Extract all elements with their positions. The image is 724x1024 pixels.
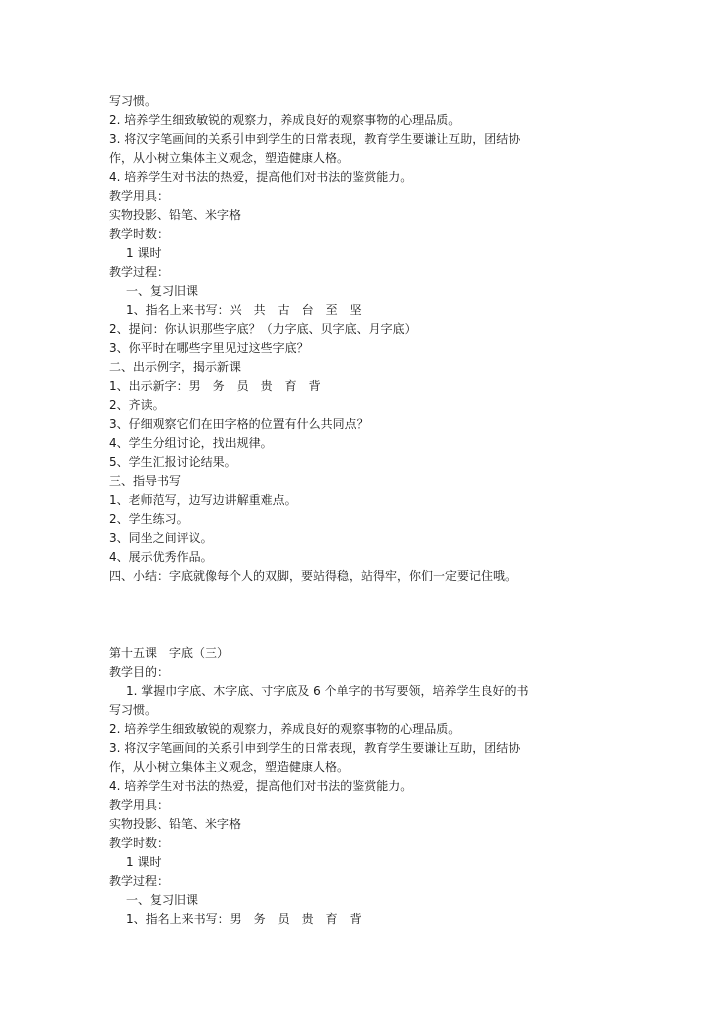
- step-item: 1、老师范写，边写边讲解重难点。: [109, 493, 297, 507]
- hours-text: 1 课时: [126, 246, 162, 260]
- step-heading: 一、复习旧课: [126, 284, 199, 298]
- step-item: 2、齐读。: [109, 398, 165, 412]
- step-item: 5、学生汇报讨论结果。: [109, 455, 237, 469]
- heading-hours: 教学时数：: [109, 227, 170, 241]
- step-item: 1、指名上来书写：兴 共 古 台 至 坚: [126, 303, 362, 317]
- step-heading: 三、指导书写: [109, 474, 182, 488]
- objective-line: 2. 培养学生细致敏锐的观察力，养成良好的观察事物的心理品质。: [109, 113, 461, 127]
- objective-line: 4. 培养学生对书法的热爱，提高他们对书法的鉴赏能力。: [109, 170, 413, 184]
- objective-line: 作，从小树立集体主义观念，塑造健康人格。: [109, 760, 350, 774]
- lesson-title: 第十五课 字底（三）: [109, 646, 230, 660]
- step-item: 1、出示新字：男 务 员 贵 育 背: [109, 379, 321, 393]
- step-heading: 一、复习旧课: [126, 893, 199, 907]
- heading-process: 教学过程：: [109, 265, 170, 279]
- heading-process: 教学过程：: [109, 874, 170, 888]
- objective-line: 写习惯。: [109, 703, 158, 717]
- hours-text: 1 课时: [126, 855, 162, 869]
- heading-tools: 教学用具：: [109, 798, 170, 812]
- objective-line: 作，从小树立集体主义观念，塑造健康人格。: [109, 151, 350, 165]
- section-b: [109, 644, 621, 929]
- step-item: 3、同坐之间评议。: [109, 531, 213, 545]
- summary-line: 四、小结：字底就像每个人的双脚，要站得稳，站得牢，你们一定要记住哦。: [109, 569, 518, 583]
- step-item: 4、学生分组讨论，找出规律。: [109, 436, 273, 450]
- objective-line: 1. 掌握巾字底、木字底、寸字底及 6 个单字的书写要领，培养学生良好的书: [126, 684, 529, 698]
- step-item: 3、仔细观察它们在田字格的位置有什么共同点？: [109, 417, 369, 431]
- text-line: 写习惯。: [109, 94, 158, 108]
- step-heading: 二、出示例字，揭示新课: [109, 360, 242, 374]
- heading-tools: 教学用具：: [109, 189, 170, 203]
- objective-line: 2. 培养学生细致敏锐的观察力，养成良好的观察事物的心理品质。: [109, 722, 461, 736]
- objective-line: 4. 培养学生对书法的热爱，提高他们对书法的鉴赏能力。: [109, 779, 413, 793]
- step-item: 2、提问：你认识那些字底？（力字底、贝字底、月字底）: [109, 322, 417, 336]
- step-item: 4、展示优秀作品。: [109, 550, 213, 564]
- objective-line: 3. 将汉字笔画间的关系引申到学生的日常表现，教育学生要谦让互助，团结协: [109, 132, 521, 146]
- step-item: 2、学生练习。: [109, 512, 189, 526]
- tools-text: 实物投影、铅笔、米字格: [109, 817, 242, 831]
- section-a: [109, 92, 621, 586]
- objective-line: 3. 将汉字笔画间的关系引申到学生的日常表现，教育学生要谦让互助，团结协: [109, 741, 521, 755]
- tools-text: 实物投影、铅笔、米字格: [109, 208, 242, 222]
- heading-hours: 教学时数：: [109, 836, 170, 850]
- heading-objectives: 教学目的：: [109, 665, 170, 679]
- step-item: 3、你平时在哪些字里见过这些字底？: [109, 341, 309, 355]
- step-item: 1、指名上来书写：男 务 员 贵 育 背: [126, 912, 362, 926]
